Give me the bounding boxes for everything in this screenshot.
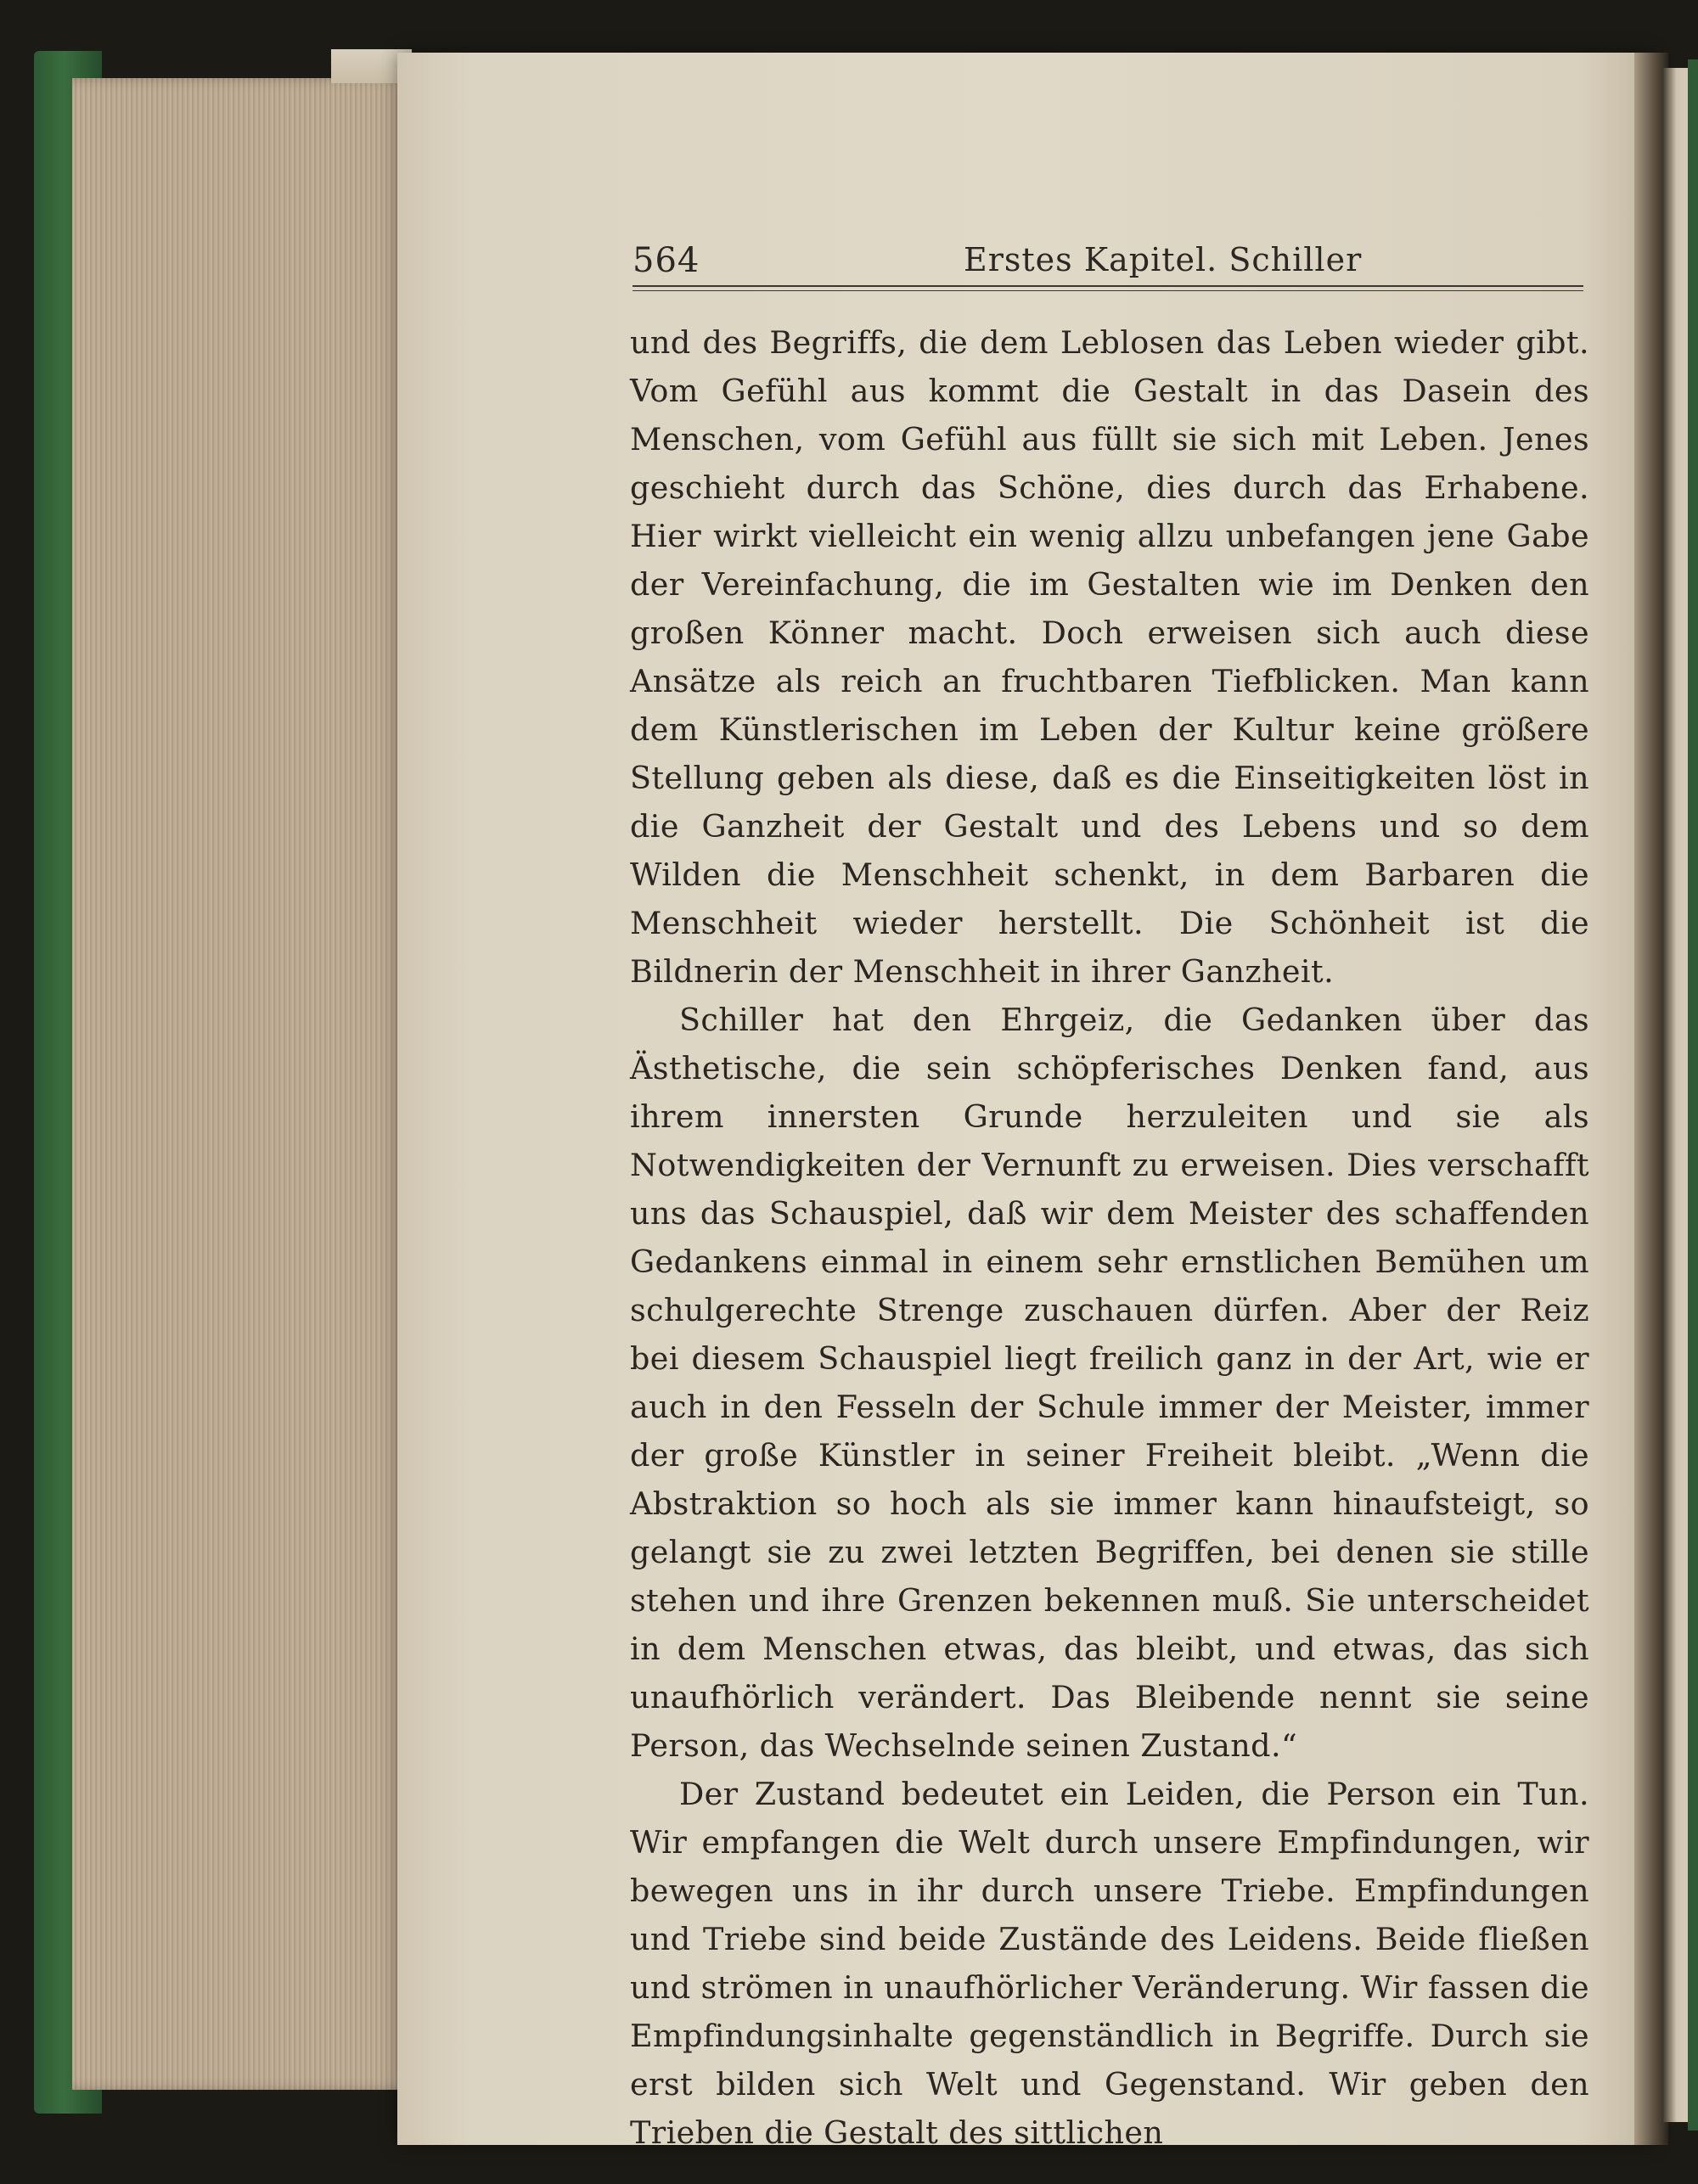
header-rule — [633, 285, 1583, 291]
body-text — [630, 318, 1589, 2157]
page-block-edges — [72, 78, 412, 2090]
paragraph-1: und des Begriffs, die dem Leblosen das Leben wieder gibt. Vom Gefühl aus kommt die Gestalt in das Dasein des Menschen, vom Gefühl aus füllt sie sich mit Leben. Jenes geschieht durch das Schöne, dies durch das Erhabene. Hier wirkt vielleicht ein wenig allzu unbefangen jene Gabe der Vereinfachung, die im Gestalten wie im Denken den großen Könner macht. Doch erweisen sich auch diese Ansätze als reich an fruchtbaren Tiefblicken. Man kann dem Künstlerischen im Leben der Kultur keine größere Stellung geben als diese, daß es die Einseitigkeiten löst in die Ganzheit der Gestalt und des Lebens und so dem Wilden die Menschheit schenkt, in dem Barbaren die Menschheit wieder herstellt. Die Schönheit ist die Bildnerin der Menschheit in ihrer Ganzheit. — [630, 324, 1589, 990]
page-header — [633, 238, 1583, 289]
running-head: Erstes Kapitel. Schiller — [964, 241, 1363, 278]
paragraph-3: Der Zustand bedeutet ein Leiden, die Person ein Tun. Wir empfangen die Welt durch unsere Empfindungen, wir bewegen uns in ihr durch unsere Triebe. Empfindungen und Triebe sind beide Zustände des Leidens. Beide fließen und strömen in unaufhörlicher Veränderung. Wir fassen die Empfindungsinhalte gegenständlich in Begriffe. Durch sie erst bilden sich Welt und Gegenstand. Wir geben den Trieben die Gestalt des sittlichen — [630, 1776, 1589, 2151]
page-number: 564 — [633, 241, 700, 280]
facing-cover-edge — [1688, 59, 1698, 2131]
paragraph-2: Schiller hat den Ehrgeiz, die Gedanken über das Ästhetische, die sein schöpferisches Denken fand, aus ihrem innersten Grunde herzuleiten und sie als Notwendigkeiten der Vernunft zu erweisen. Dies verschafft uns das Schauspiel, daß wir dem Meister des schaffenden Gedankens einmal in einem sehr ernstlichen Bemühen um schulgerechte Strenge zuschauen dürfen. Aber der Reiz bei diesem Schauspiel liegt freilich ganz in der Art, wie er auch in den Fesseln der Schule immer der Meister, immer der große Künstler in seiner Freiheit bleibt. „Wenn die Abstraktion so hoch als sie immer kann hinaufsteigt, so gelangt sie zu zwei letzten Begriffen, bei denen sie stille stehen und ihre Grenzen bekennen muß. Sie unterscheidet in dem Menschen etwas, das bleibt, und etwas, das sich unaufhörlich verändert. Das Bleibende nennt sie seine Person, das Wechselnde seinen Zustand.“ — [630, 1002, 1589, 1764]
